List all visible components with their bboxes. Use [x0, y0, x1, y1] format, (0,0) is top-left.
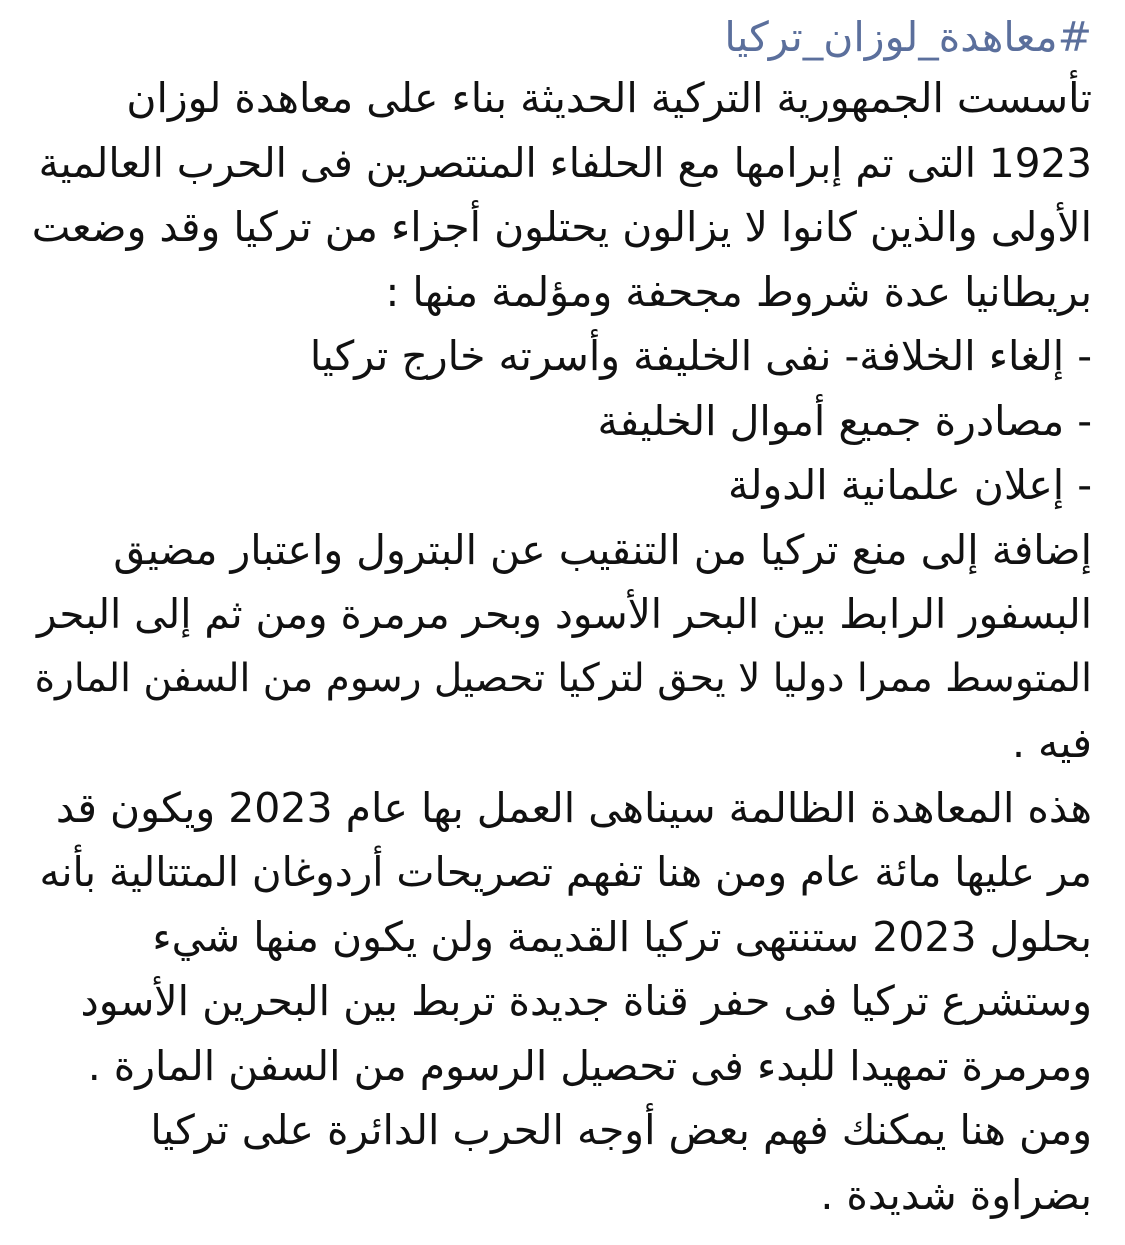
- post-text-line: - إعلان علمانية الدولة: [728, 461, 1092, 509]
- post-body: [30, 8, 1092, 1227]
- post-text-line: بحلول 2023 ستنتهى تركيا القديمة ولن يكون منها شيء: [152, 912, 1092, 961]
- post-text-line: بضراوة شديدة .: [820, 1170, 1092, 1219]
- post-text-line: بريطانيا عدة شروط مجحفة ومؤلمة منها :: [385, 267, 1092, 316]
- post-text-line: تأسست الجمهورية التركية الحديثة بناء على معاهدة لوزان: [126, 74, 1092, 122]
- post-text-line: وستشرع تركيا فى حفر قناة جديدة تربط بين البحرين الأسود: [80, 977, 1092, 1025]
- post-text-line: - إلغاء الخلافة- نفى الخليفة وأسرته خارج تركيا: [309, 332, 1092, 380]
- post-text-line: الأولى والذين كانوا لا يزالون يحتلون أجزاء من تركيا وقد وضعت: [31, 203, 1092, 251]
- post-text-line: 1923 التى تم إبرامها مع الحلفاء المنتصرين فى الحرب العالمية: [38, 138, 1092, 187]
- post-text-line: ومرمرة تمهيدا للبدء فى تحصيل الرسوم من السفن المارة .: [87, 1041, 1092, 1090]
- post-text-line: البسفور الرابط بين البحر الأسود وبحر مرمرة ومن ثم إلى البحر: [37, 590, 1092, 638]
- post-text-line: المتوسط ممرا دوليا لا يحق لتركيا تحصيل رسوم من السفن المارة: [34, 655, 1092, 701]
- post-text-line: مر عليها مائة عام ومن هنا تفهم تصريحات أردوغان المتتالية بأنه: [39, 848, 1092, 896]
- post-text-line: فيه .: [1011, 719, 1092, 767]
- post-text-line: هذه المعاهدة الظالمة سيناهى العمل بها عام 2023 ويكون قد: [55, 783, 1092, 832]
- post-text-line: - مصادرة جميع أموال الخليفة: [597, 396, 1092, 445]
- hashtag-link[interactable]: #معاهدة_لوزان_تركيا: [724, 13, 1092, 61]
- post-text-line: ومن هنا يمكنك فهم بعض أوجه الحرب الدائرة على تركيا: [150, 1106, 1092, 1154]
- post-text-line: إضافة إلى منع تركيا من التنقيب عن البترول واعتبار مضيق: [113, 525, 1092, 574]
